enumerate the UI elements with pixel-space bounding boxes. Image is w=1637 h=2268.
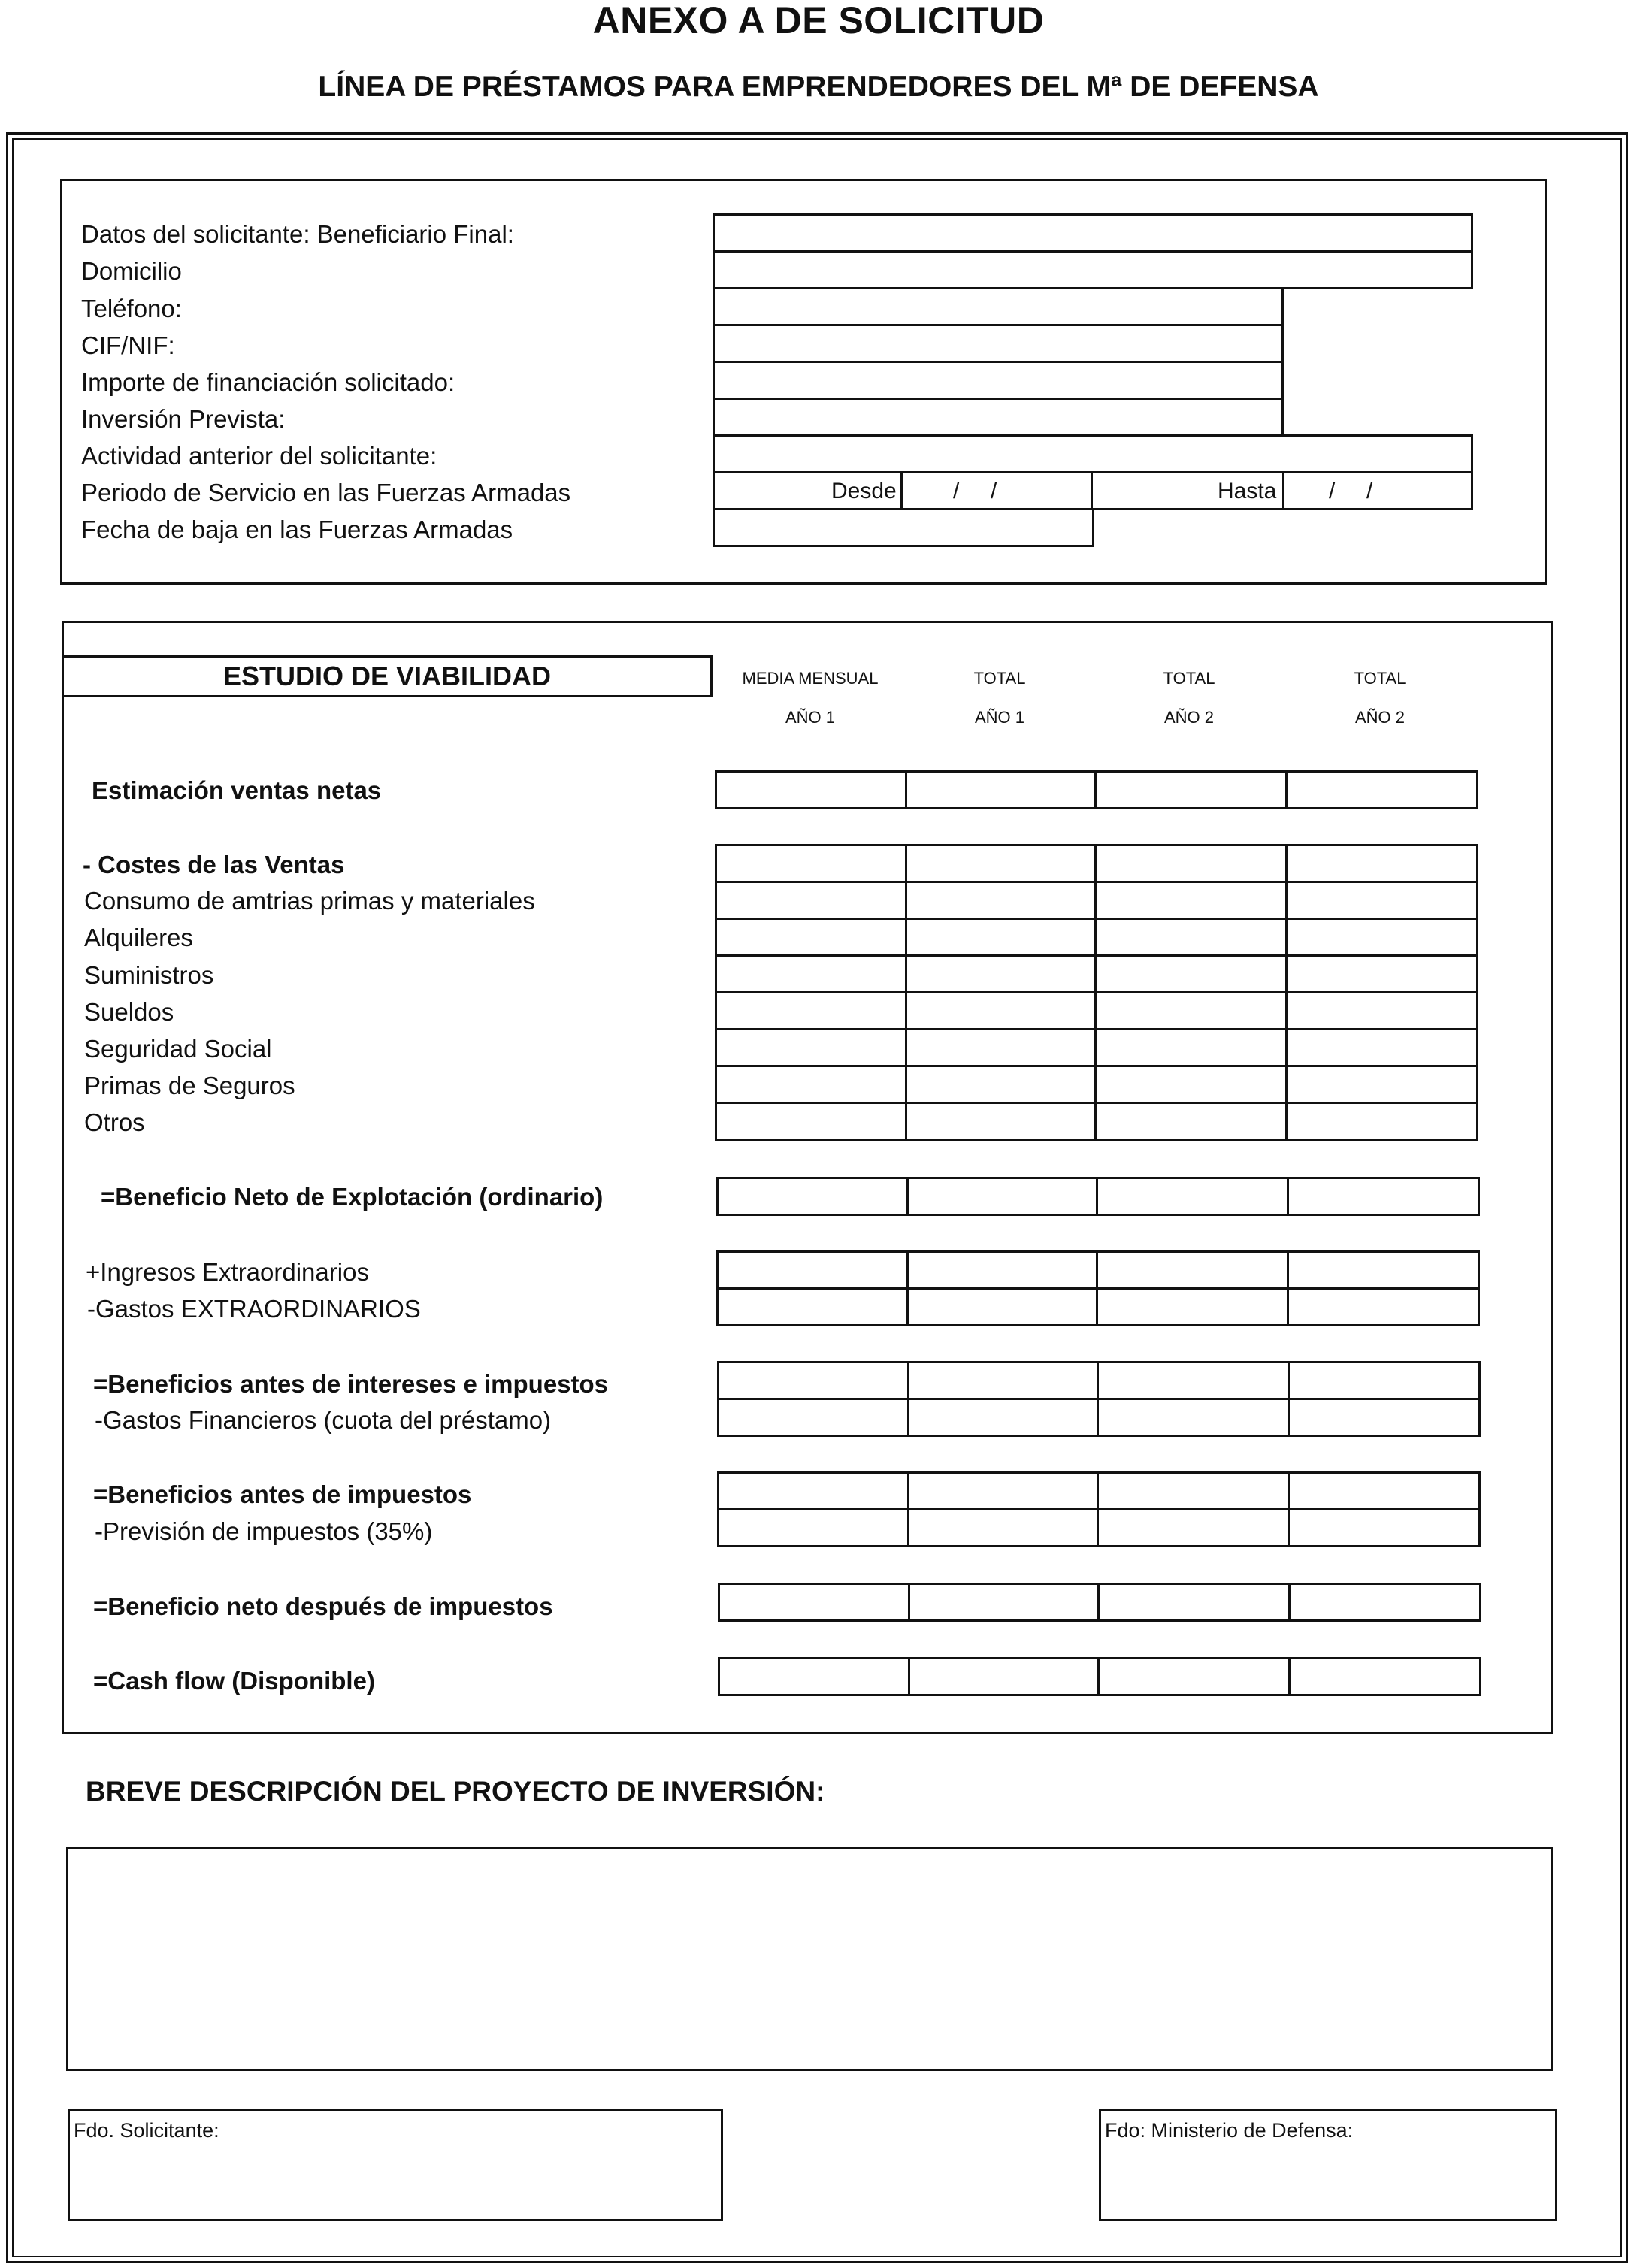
viability-cell[interactable] — [717, 1398, 912, 1437]
viability-cell[interactable] — [908, 1583, 1102, 1622]
row-label-cash-flow: =Cash flow (Disponible) — [93, 1667, 375, 1695]
viability-cell[interactable] — [715, 844, 909, 883]
row-label-seguridad: Seguridad Social — [84, 1035, 272, 1063]
col-header-2-line2: AÑO 1 — [974, 708, 1025, 727]
row-label-beneficio-neto: =Beneficio neto después de impuestos — [93, 1592, 553, 1620]
hasta-date-placeholder: / / — [1329, 479, 1373, 503]
viability-cell[interactable] — [717, 1471, 912, 1510]
viability-cell[interactable] — [1096, 1287, 1291, 1326]
viability-cell[interactable] — [905, 1028, 1099, 1067]
viability-cell[interactable] — [905, 918, 1099, 957]
viability-cell[interactable] — [715, 1102, 909, 1141]
beneficiario-field[interactable] — [713, 213, 1473, 253]
signature-applicant-label: Fdo. Solicitante: — [74, 2119, 219, 2142]
hasta-label: Hasta — [1218, 479, 1277, 503]
viability-cell[interactable] — [716, 1287, 911, 1326]
col-header-4-line1: TOTAL — [1354, 669, 1406, 688]
description-field[interactable] — [66, 1847, 1553, 2071]
viability-cell[interactable] — [1288, 1361, 1481, 1400]
inversion-field[interactable] — [713, 398, 1284, 437]
fecha-baja-field[interactable] — [713, 508, 1094, 547]
actividad-field[interactable] — [713, 434, 1473, 473]
viability-cell[interactable] — [1288, 1508, 1481, 1547]
row-label-alquileres: Alquileres — [84, 924, 193, 951]
col-header-3-line2: AÑO 2 — [1163, 708, 1215, 727]
viability-cell[interactable] — [716, 1250, 911, 1290]
viability-cell[interactable] — [1285, 844, 1478, 883]
viability-cell[interactable] — [1094, 1065, 1290, 1104]
viability-cell[interactable] — [718, 1657, 912, 1696]
viability-cell[interactable] — [715, 770, 909, 809]
row-label-prevision: -Previsión de impuestos (35%) — [95, 1517, 433, 1545]
row-label-primas: Primas de Seguros — [84, 1072, 295, 1099]
viability-cell[interactable] — [1288, 1657, 1481, 1696]
document-subtitle: LÍNEA DE PRÉSTAMOS PARA EMPRENDEDORES DEL Mª DE DEFENSA — [318, 71, 1319, 103]
viability-cell[interactable] — [716, 1177, 911, 1216]
row-label-beneficio-neto-explotacion: =Beneficio Neto de Explotación (ordinario) — [101, 1183, 604, 1211]
viability-cell[interactable] — [905, 991, 1099, 1030]
row-label-bai-impuestos: =Beneficios antes de impuestos — [93, 1480, 472, 1508]
desde-date-placeholder: / / — [953, 479, 997, 503]
viability-cell[interactable] — [1285, 991, 1478, 1030]
row-label-gastos-extra: -Gastos EXTRAORDINARIOS — [87, 1295, 421, 1323]
row-label-sueldos: Sueldos — [84, 998, 174, 1026]
viability-cell[interactable] — [1285, 954, 1478, 993]
viability-cell[interactable] — [908, 1657, 1102, 1696]
viability-cell[interactable] — [1094, 770, 1290, 809]
domicilio-field[interactable] — [713, 250, 1473, 289]
col-header-3-line1: TOTAL — [1163, 669, 1215, 688]
viability-cell[interactable] — [1097, 1398, 1292, 1437]
viability-cell[interactable] — [907, 1398, 1101, 1437]
viability-cell[interactable] — [907, 1471, 1101, 1510]
viability-cell[interactable] — [906, 1287, 1100, 1326]
viability-cell[interactable] — [1287, 1287, 1480, 1326]
viability-cell[interactable] — [1288, 1398, 1481, 1437]
row-label-ventas: Estimación ventas netas — [92, 776, 382, 804]
viability-cell[interactable] — [1285, 1028, 1478, 1067]
col-header-4-line2: AÑO 2 — [1354, 708, 1406, 727]
label-inversion: Inversión Prevista: — [81, 405, 286, 433]
viability-cell[interactable] — [905, 1065, 1099, 1104]
viability-cell[interactable] — [1288, 1583, 1481, 1622]
viability-cell[interactable] — [907, 1361, 1101, 1400]
row-label-gastos-financieros: -Gastos Financieros (cuota del préstamo) — [95, 1406, 552, 1434]
col-header-1-line2: AÑO 1 — [785, 708, 836, 727]
viability-cell[interactable] — [715, 918, 909, 957]
viability-cell[interactable] — [1097, 1583, 1293, 1622]
viability-cell[interactable] — [905, 844, 1099, 883]
viability-cell[interactable] — [715, 1028, 909, 1067]
viability-cell[interactable] — [1096, 1250, 1291, 1290]
telefono-field[interactable] — [713, 287, 1284, 326]
label-fecha-baja: Fecha de baja en las Fuerzas Armadas — [81, 516, 513, 543]
viability-cell[interactable] — [1094, 991, 1290, 1030]
viability-cell[interactable] — [715, 881, 909, 920]
viability-cell[interactable] — [1285, 1102, 1478, 1141]
viability-cell[interactable] — [717, 1508, 912, 1547]
viability-cell[interactable] — [1097, 1657, 1293, 1696]
viability-cell[interactable] — [1287, 1250, 1480, 1290]
label-cif-nif: CIF/NIF: — [81, 331, 175, 359]
col-header-2-line1: TOTAL — [973, 669, 1026, 688]
row-label-costes: - Costes de las Ventas — [83, 851, 345, 878]
viability-cell[interactable] — [1288, 1471, 1481, 1510]
viability-heading: ESTUDIO DE VIABILIDAD — [222, 661, 552, 691]
label-domicilio: Domicilio — [81, 257, 182, 285]
viability-cell[interactable] — [715, 991, 909, 1030]
viability-cell[interactable] — [1097, 1508, 1292, 1547]
viability-cell[interactable] — [1094, 844, 1290, 883]
viability-cell[interactable] — [905, 1102, 1099, 1141]
viability-cell[interactable] — [1287, 1177, 1480, 1216]
row-label-suministros: Suministros — [84, 961, 214, 989]
col-header-1-line1: MEDIA MENSUAL — [742, 669, 879, 688]
viability-cell[interactable] — [907, 1508, 1101, 1547]
viability-cell[interactable] — [1094, 881, 1290, 920]
viability-cell[interactable] — [718, 1583, 912, 1622]
viability-cell[interactable] — [1285, 881, 1478, 920]
row-label-bai: =Beneficios antes de intereses e impuestos — [93, 1370, 609, 1398]
viability-cell[interactable] — [1097, 1471, 1292, 1510]
viability-cell[interactable] — [1094, 1102, 1290, 1141]
signature-ministry-label: Fdo: Ministerio de Defensa: — [1105, 2119, 1354, 2142]
label-telefono: Teléfono: — [81, 295, 182, 322]
viability-cell[interactable] — [715, 1065, 909, 1104]
row-label-ingresos-extra: +Ingresos Extraordinarios — [86, 1258, 369, 1286]
viability-cell[interactable] — [1285, 918, 1478, 957]
row-label-otros: Otros — [84, 1108, 145, 1136]
hasta-date-field[interactable] — [1282, 471, 1473, 510]
viability-cell[interactable] — [1094, 918, 1290, 957]
label-periodo: Periodo de Servicio en las Fuerzas Armadas — [81, 479, 571, 507]
desde-label: Desde — [831, 479, 897, 503]
viability-cell[interactable] — [1097, 1361, 1292, 1400]
document-title: ANEXO A DE SOLICITUD — [592, 0, 1045, 41]
viability-cell[interactable] — [905, 770, 1099, 809]
viability-cell[interactable] — [1285, 770, 1478, 809]
viability-cell[interactable] — [905, 881, 1099, 920]
viability-cell[interactable] — [1096, 1177, 1291, 1216]
row-label-consumo: Consumo de amtrias primas y materiales — [84, 887, 535, 915]
description-heading: BREVE DESCRIPCIÓN DEL PROYECTO DE INVERSIÓN: — [86, 1776, 825, 1807]
label-actividad: Actividad anterior del solicitante: — [81, 442, 437, 470]
viability-cell[interactable] — [1285, 1065, 1478, 1104]
viability-cell[interactable] — [715, 954, 909, 993]
cif-nif-field[interactable] — [713, 324, 1284, 363]
viability-cell[interactable] — [906, 1250, 1100, 1290]
viability-cell[interactable] — [717, 1361, 912, 1400]
label-beneficiario: Datos del solicitante: Beneficiario Final: — [81, 220, 514, 248]
viability-cell[interactable] — [1094, 1028, 1290, 1067]
importe-field[interactable] — [713, 361, 1284, 400]
viability-cell[interactable] — [905, 954, 1099, 993]
viability-cell[interactable] — [906, 1177, 1100, 1216]
label-importe: Importe de financiación solicitado: — [81, 368, 455, 396]
viability-cell[interactable] — [1094, 954, 1290, 993]
